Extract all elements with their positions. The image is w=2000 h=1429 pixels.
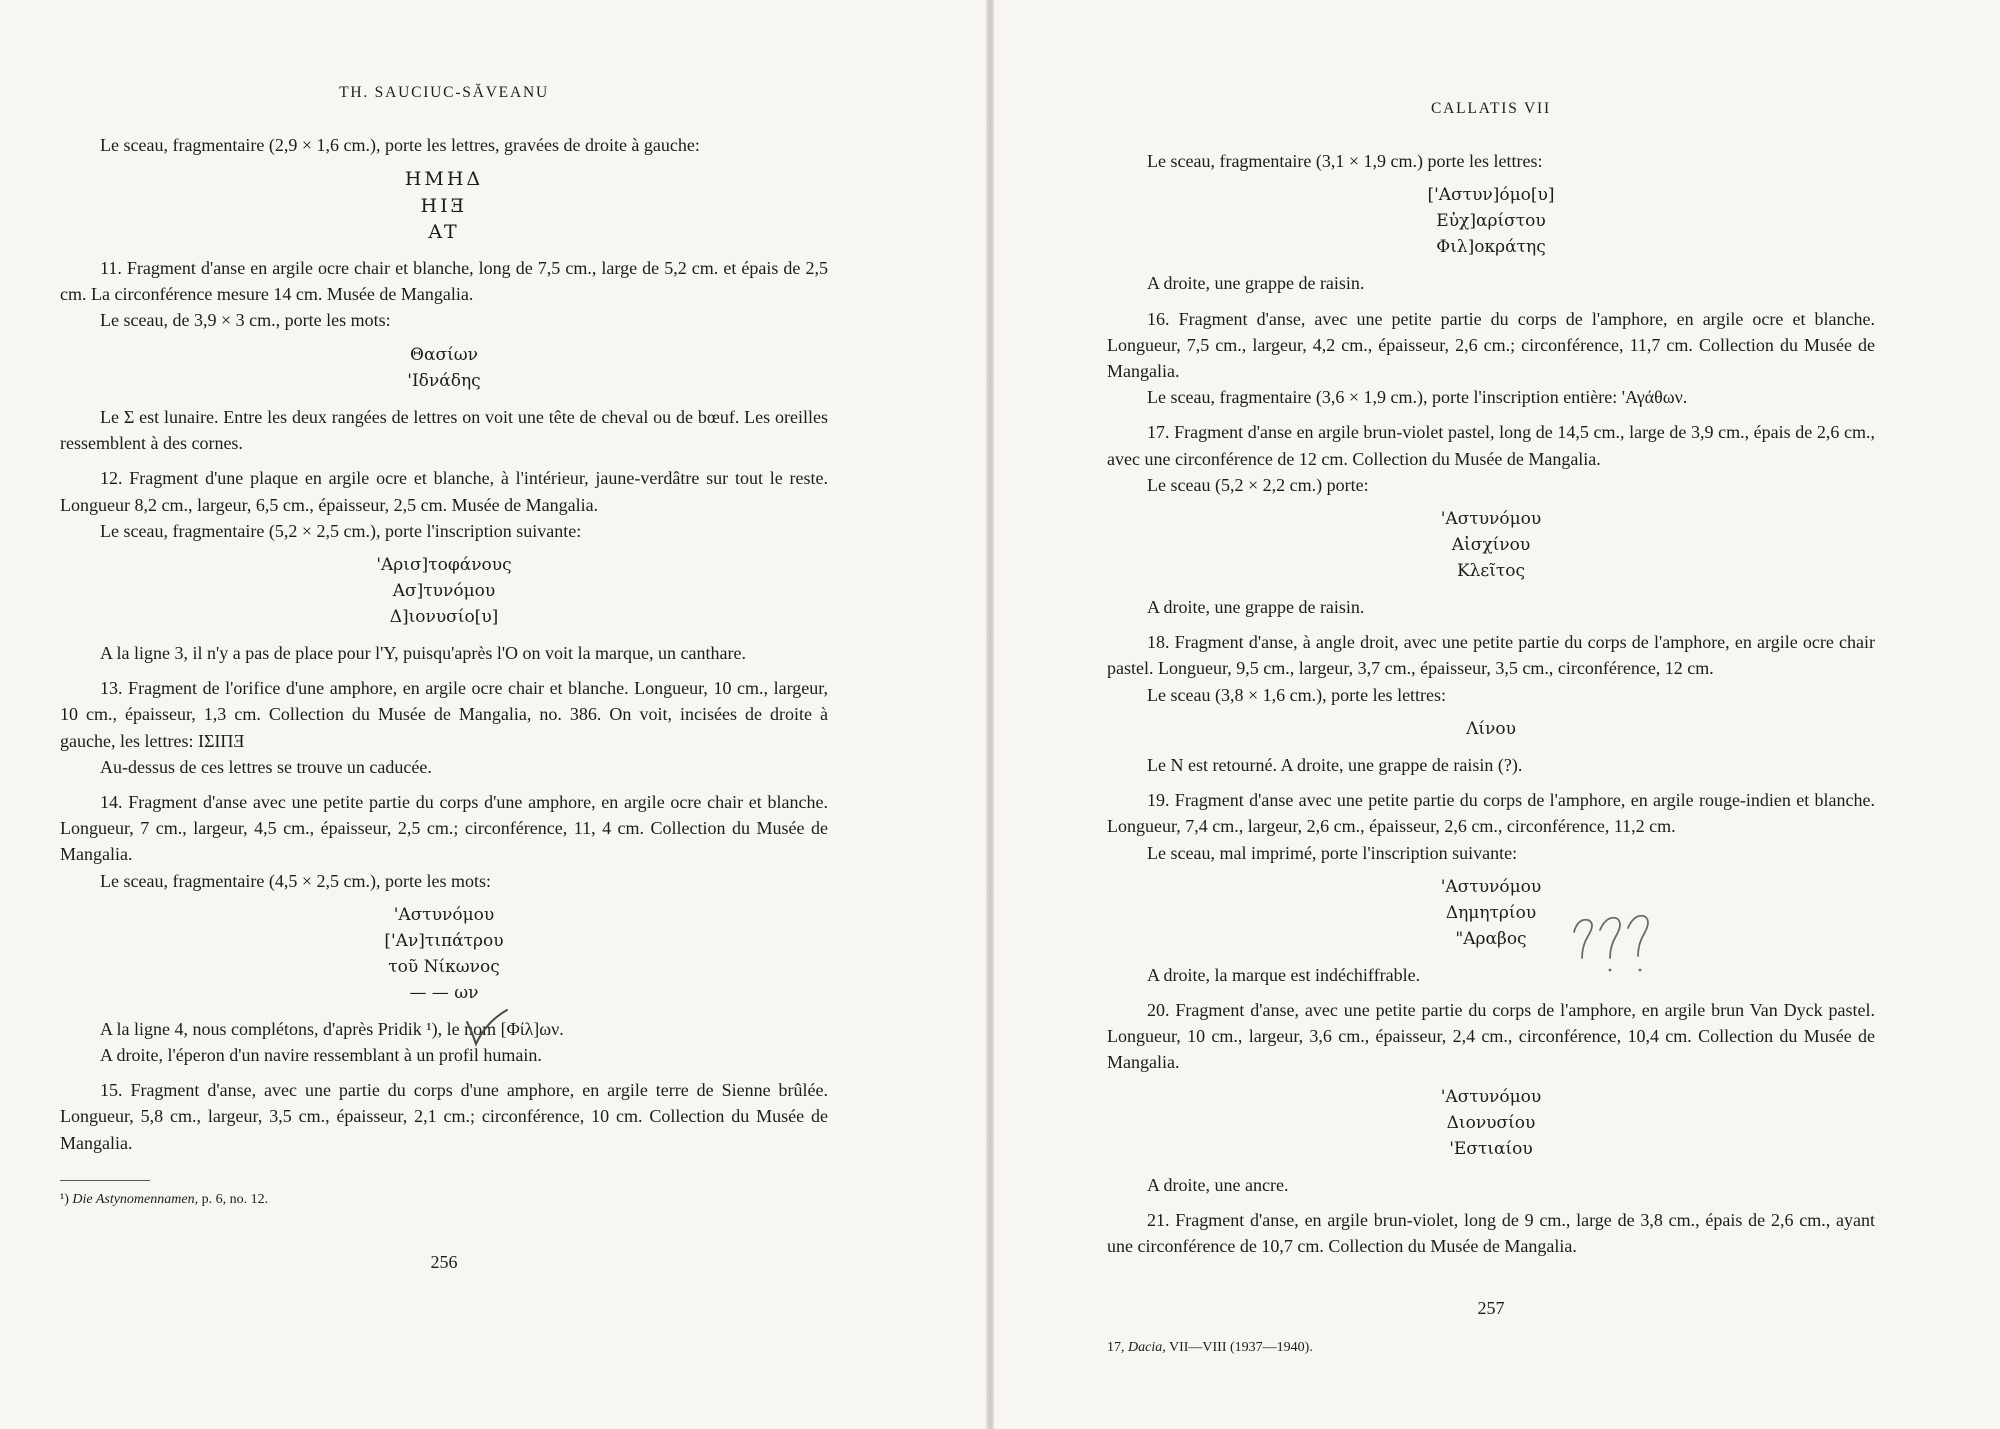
- inscription-line: Θασίων: [410, 344, 478, 365]
- paragraph-18-note: Le N est retourné. A droite, une grappe de raisin (?).: [1147, 755, 1523, 776]
- printer-credit: [1107, 1335, 1875, 1361]
- inscription-line: 'Εστιαίου: [1449, 1138, 1533, 1159]
- left-column: [60, 80, 828, 1275]
- inscription-block-17: [1107, 506, 1875, 584]
- inscription-line: Δημητρίου: [1445, 902, 1537, 923]
- right-page: [994, 0, 2000, 1429]
- handwritten-question-marks-icon: [1570, 912, 1660, 974]
- paragraph-18-seal: Le sceau (3,8 × 1,6 cm.), porte les lettres:: [1147, 684, 1447, 705]
- inscription-block-19: [1107, 874, 1875, 952]
- inscription-line: τοῦ Νίκωνος: [388, 956, 500, 977]
- credit-journal: Dacia,: [1128, 1340, 1166, 1356]
- paragraph-19: 19. Fragment d'anse avec une petite partie du corps de l'amphore, en argile rouge-indien et blanche. Longueur, 7,4 cm., largeur, 2,6 cm., épaisseur, 2,6 cm., circonférence, 11,2 cm.: [1107, 790, 1875, 837]
- inscription-block-15: [1107, 182, 1875, 260]
- left-page: [0, 0, 988, 1429]
- inscription-line: 'Αστυνόμου: [1440, 1086, 1542, 1107]
- paragraph-intro-left: Le sceau, fragmentaire (2,9 × 1,6 cm.), porte les lettres, gravées de droite à gauche:: [100, 135, 700, 156]
- paragraph-17-note: A droite, une grappe de raisin.: [1147, 597, 1365, 618]
- paragraph-15-note: A droite, une grappe de raisin.: [1147, 273, 1365, 294]
- inscription-line: HIƎ: [420, 194, 468, 217]
- inscription-block-a: [60, 166, 828, 245]
- page-number-left: 256: [430, 1252, 458, 1273]
- running-header-left: TH. SAUCIUC-SĂVEANU: [339, 84, 549, 101]
- inscription-line: 'Αστυνόμου: [1440, 876, 1542, 897]
- paragraph-19-seal: Le sceau, mal imprimé, porte l'inscription suivante:: [1147, 842, 1518, 863]
- inscription-line: AT: [428, 220, 460, 243]
- inscription-line: ['Αστυν]όμο[υ]: [1427, 185, 1555, 206]
- inscription-block-11: [60, 342, 828, 394]
- footnote-rest: p. 6, no. 12.: [201, 1191, 269, 1207]
- paragraph-17-seal: Le sceau (5,2 × 2,2 cm.) porte:: [1147, 474, 1369, 495]
- paragraph-16-seal: Le sceau, fragmentaire (3,6 × 1,9 cm.), porte l'inscription entière: 'Αγάθων.: [1147, 387, 1688, 408]
- paragraph-21: 21. Fragment d'anse, en argile brun-violet, long de 9 cm., large de 3,8 cm., épais de 2,6 cm., ayant une circonférence de 10,7 cm. Collection du Musée de Mangalia.: [1107, 1209, 1875, 1257]
- inscription-line: Διονυσίου: [1446, 1112, 1536, 1133]
- paragraph-14: 14. Fragment d'anse avec une petite partie du corps d'une amphore, en argile ocre chair et blanche. Longueur, 7 cm., largeur, 4,5 cm., épaisseur, 2,5 cm.; circonférence, 11, 4 cm. Collection du Musée de Mangalia.: [60, 792, 828, 865]
- inscription-block-14: [60, 902, 828, 1006]
- footnote-rule: [60, 1180, 150, 1181]
- inscription-block-20: [1107, 1084, 1875, 1162]
- inscription-line: "Αραβος: [1455, 928, 1527, 949]
- right-column: [1107, 96, 1875, 1362]
- paragraph-18: 18. Fragment d'anse, à angle droit, avec une petite partie du corps de l'amphore, en argile ocre chair pastel. Longueur, 9,5 cm., largeur, 3,7 cm., épaisseur, 3,5 cm., circonférence, 12 cm.: [1107, 632, 1875, 679]
- paragraph-15: 15. Fragment d'anse, avec une partie du corps d'une amphore, en argile terre de Sienne brûlée. Longueur, 5,8 cm., largeur, 3,5 cm., épaisseur, 2,1 cm.; circonférence, 10 cm. Collection du Musée de Mangalia.: [60, 1080, 828, 1153]
- paragraph-12-note: A la ligne 3, il n'y a pas de place pour l'Y, puisqu'après l'O on voit la marque, un canthare.: [100, 643, 746, 664]
- inscription-line: 'Ιδνάδης: [407, 370, 481, 391]
- paragraph-12-seal: Le sceau, fragmentaire (5,2 × 2,5 cm.), porte l'inscription suivante:: [100, 520, 582, 541]
- inscription-line: Εὐχ]αρίστου: [1436, 211, 1546, 232]
- paragraph-20: 20. Fragment d'anse, avec une petite partie du corps de l'amphore, en argile brun Van Dyck pastel. Longueur, 10 cm., largeur, 3,6 cm., épaisseur, 2,4 cm., circonférence, 10,4 cm. Collection du Musée de Mangalia.: [1107, 1000, 1875, 1073]
- inscription-block-18: [1107, 716, 1875, 742]
- credit-volume: VII—VIII (1937—1940).: [1168, 1340, 1313, 1356]
- inscription-line: 'Αστυνόμου: [393, 904, 495, 925]
- inscription-line: Ασ]τυνόμου: [392, 581, 496, 602]
- inscription-line: HMHΔ: [404, 168, 484, 191]
- inscription-line: Λίνου: [1466, 718, 1516, 739]
- paragraph-19-note: A droite, la marque est indéchiffrable.: [1147, 964, 1421, 985]
- inscription-line: Φιλ]οκράτης: [1436, 237, 1546, 258]
- paragraph-17: 17. Fragment d'anse en argile brun-violet pastel, long de 14,5 cm., large de 3,9 cm., épais de 2,6 cm., avec une circonférence de 12 cm. Collection du Musée de Mangalia.: [1107, 422, 1875, 469]
- paragraph-12: 12. Fragment d'une plaque en argile ocre et blanche, à l'intérieur, jaune-verdâtre sur tout le reste. Longueur 8,2 cm., largeur, 6,5 cm., épaisseur, 2,5 cm. Musée de Mangalia.: [60, 468, 828, 515]
- handwritten-check-icon: [464, 1008, 510, 1048]
- paragraph-11-seal: Le sceau, de 3,9 × 3 cm., porte les mots:: [100, 310, 391, 331]
- paragraph-20-note: A droite, une ancre.: [1147, 1174, 1289, 1195]
- footnote-title: Die Astynomennamen,: [72, 1191, 199, 1207]
- paragraph-14-seal: Le sceau, fragmentaire (4,5 × 2,5 cm.), porte les mots:: [100, 870, 492, 891]
- paragraph-14-note-2: A droite, l'éperon d'un navire ressemblant à un profil humain.: [100, 1045, 542, 1066]
- paragraph-14-note: A la ligne 4, nous complétons, d'après Pridik ¹), le nom [Φίλ]ων.: [100, 1018, 564, 1039]
- inscription-line: 'Αστυνόμου: [1440, 509, 1542, 530]
- inscription-line: 'Αρισ]τοφάνους: [376, 555, 512, 576]
- paragraph-13: 13. Fragment de l'orifice d'une amphore, en argile ocre chair et blanche. Longueur, 10 cm., largeur, 10 cm., épaisseur, 1,3 cm. Collection du Musée de Mangalia, no. 386. On voit, incisées de droite à gauche, les lettres: IΣIΠƎ: [60, 678, 828, 751]
- inscription-line: Αἰσχίνου: [1451, 535, 1531, 556]
- inscription-line: Κλεῖτος: [1456, 561, 1526, 582]
- running-header-right: CALLATIS VII: [1431, 100, 1551, 117]
- footnote: [60, 1187, 828, 1213]
- paragraph-intro-right: Le sceau, fragmentaire (3,1 × 1,9 cm.) porte les lettres:: [1147, 151, 1543, 172]
- footnote-mark: ¹): [60, 1191, 69, 1207]
- paragraph-11: 11. Fragment d'anse en argile ocre chair et blanche, long de 7,5 cm., large de 5,2 cm. et épais de 2,5 cm. La circonférence mesure 14 cm. Musée de Mangalia.: [60, 258, 828, 305]
- inscription-line: Δ]ιονυσίο[υ]: [389, 607, 499, 628]
- inscription-block-12: [60, 552, 828, 630]
- inscription-line: — — ων: [409, 982, 479, 1003]
- page-number-right: 257: [1477, 1298, 1505, 1319]
- paragraph-16: 16. Fragment d'anse, avec une petite partie du corps de l'amphore, en argile ocre et blanche. Longueur, 7,5 cm., largeur, 4,2 cm., épaisseur, 2,6 cm.; circonférence, 11,7 cm. Collection du Musée de Mangalia.: [1107, 308, 1875, 382]
- inscription-line: ['Αν]τιπάτρου: [384, 930, 504, 951]
- paragraph-13-note: Au-dessus de ces lettres se trouve un caducée.: [100, 756, 432, 777]
- paragraph-11-note: Le Σ est lunaire. Entre les deux rangées de lettres on voit une tête de cheval ou de bœuf. Les oreilles ressemblent à des cornes.: [60, 407, 828, 454]
- credit-number: 17,: [1107, 1340, 1125, 1356]
